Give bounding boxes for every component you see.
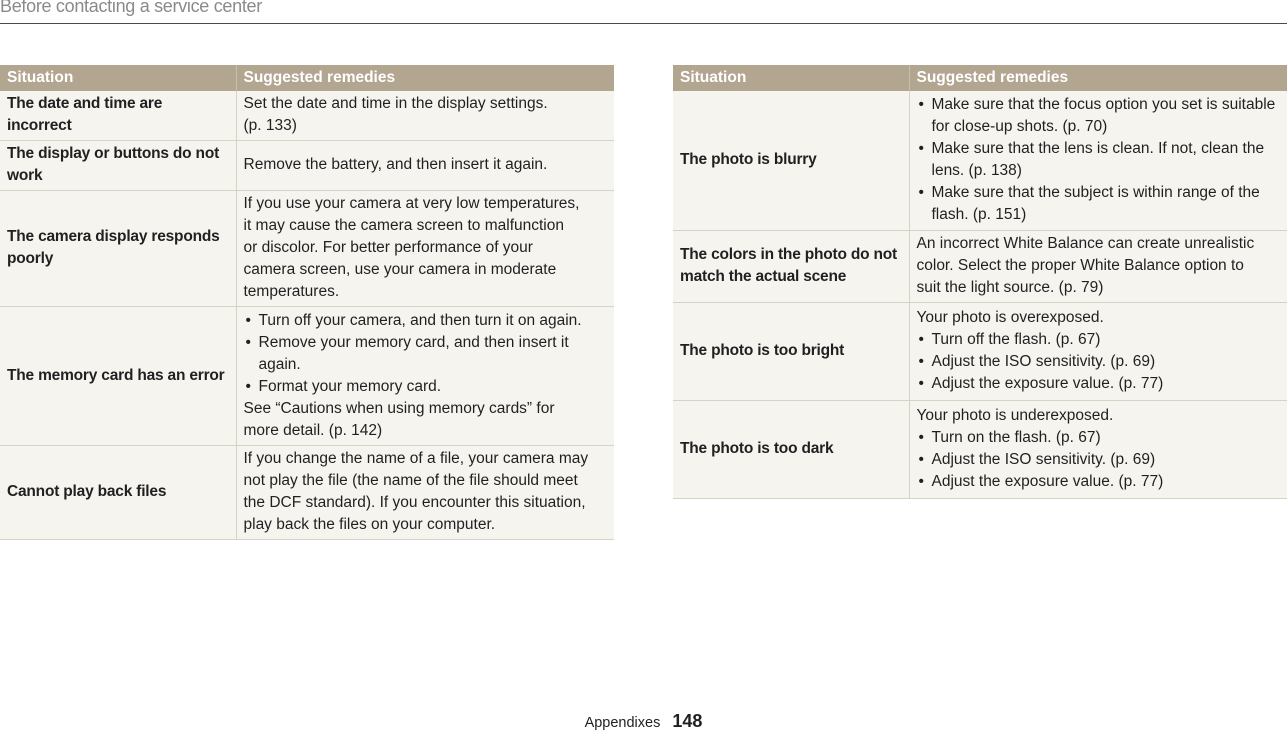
remedy-cell: [236, 307, 614, 446]
situation-column-header: Situation: [673, 65, 909, 91]
remedy-line: it may cause the camera screen to malfunction: [243, 217, 564, 234]
bullet-item: • Adjust the exposure value. (p. 77): [917, 373, 1281, 395]
bullet-item: • Make sure that the lens is clean. If not, clean the lens. (p. 138): [917, 138, 1281, 182]
remedy-cell: [236, 191, 614, 307]
remedy-cell: [236, 91, 614, 141]
remedy-cell: [236, 141, 614, 191]
table-row: [0, 141, 614, 191]
table-row: [0, 446, 614, 540]
remedy-line: play back the files on your computer.: [243, 516, 496, 533]
remedy-cell: [909, 400, 1287, 498]
remedy-line: If you use your camera at very low temperatures,: [243, 195, 580, 212]
remedies-column-header: Suggested remedies: [236, 65, 614, 91]
remedy-cell: [909, 230, 1287, 302]
right-remedies-table: [673, 65, 1287, 499]
remedy-line: the DCF standard). If you encounter this situation,: [243, 494, 586, 511]
remedy-intro: Your photo is overexposed.: [916, 308, 1104, 326]
remedy-bullet-list: [917, 427, 1281, 493]
table-row: [673, 230, 1287, 302]
bullet-item: • Turn on the flash. (p. 67): [917, 427, 1281, 449]
bullet-item: • Format your memory card.: [244, 376, 608, 398]
remedy-bullet-list: [917, 329, 1281, 395]
situation-cell: The photo is too dark: [673, 400, 909, 498]
remedy-line: If you change the name of a file, your camera may: [243, 450, 589, 467]
remedy-line: Remove the battery, and then insert it again.: [243, 156, 548, 173]
bullet-item: • Adjust the ISO sensitivity. (p. 69): [917, 351, 1281, 373]
remedy-cell: [909, 91, 1287, 230]
page-footer: [0, 711, 1287, 732]
remedies-column-header: Suggested remedies: [909, 65, 1287, 91]
remedy-intro: Your photo is underexposed.: [916, 406, 1114, 424]
remedy-line: Set the date and time in the display settings.: [243, 95, 548, 112]
bullet-item: • Turn off your camera, and then turn it on again.: [244, 310, 608, 332]
bullet-item: • Make sure that the subject is within range of the flash. (p. 151): [917, 182, 1281, 226]
remedy-line: suit the light source. (p. 79): [916, 278, 1104, 296]
header-rule: [0, 23, 1287, 24]
table-row: [673, 400, 1287, 498]
table-row: [0, 307, 614, 446]
situation-cell: The memory card has an error: [0, 307, 236, 446]
remedy-bullet-list: [917, 94, 1281, 226]
situation-column-header: Situation: [0, 65, 236, 91]
remedy-note-line: more detail. (p. 142): [243, 421, 383, 439]
remedy-line: or discolor. For better performance of your: [243, 239, 533, 256]
table-row: [0, 191, 614, 307]
situation-cell: The camera display responds poorly: [0, 191, 236, 307]
remedy-note-line: See “Cautions when using memory cards” for: [243, 399, 555, 417]
left-remedies-table: [0, 65, 614, 540]
table-row: [0, 91, 614, 141]
table-row: [673, 91, 1287, 230]
bullet-item: • Remove your memory card, and then insert it again.: [244, 332, 608, 376]
bullet-item: • Make sure that the focus option you set is suitable for close-up shots. (p. 70): [917, 94, 1281, 138]
remedy-line: camera screen, use your camera in moderate: [243, 261, 557, 278]
remedy-line: not play the file (the name of the file should meet: [243, 472, 578, 489]
bullet-item: • Adjust the exposure value. (p. 77): [917, 471, 1281, 493]
situation-cell: The photo is blurry: [673, 91, 909, 230]
bullet-item: • Turn off the flash. (p. 67): [917, 329, 1281, 351]
table-header-row: [673, 65, 1287, 91]
page-number: 148: [672, 711, 703, 731]
remedy-bullet-list: [244, 310, 608, 398]
bullet-item: • Adjust the ISO sensitivity. (p. 69): [917, 449, 1281, 471]
running-header: Before contacting a service center: [0, 0, 262, 16]
remedy-line: An incorrect White Balance can create unrealistic: [916, 234, 1255, 252]
table-row: [673, 302, 1287, 400]
remedy-cell: [909, 302, 1287, 400]
situation-cell: The date and time are incorrect: [0, 91, 236, 141]
remedy-cell: [236, 446, 614, 540]
situation-cell: Cannot play back files: [0, 446, 236, 540]
table-header-row: [0, 65, 614, 91]
remedy-line: color. Select the proper White Balance option to: [916, 256, 1244, 274]
remedy-line: (p. 133): [243, 117, 297, 134]
situation-cell: The display or buttons do not work: [0, 141, 236, 191]
situation-cell: The colors in the photo do not match the actual scene: [673, 230, 909, 302]
situation-cell: The photo is too bright: [673, 302, 909, 400]
remedy-line: temperatures.: [243, 283, 340, 300]
footer-section-label: Appendixes: [584, 715, 661, 731]
